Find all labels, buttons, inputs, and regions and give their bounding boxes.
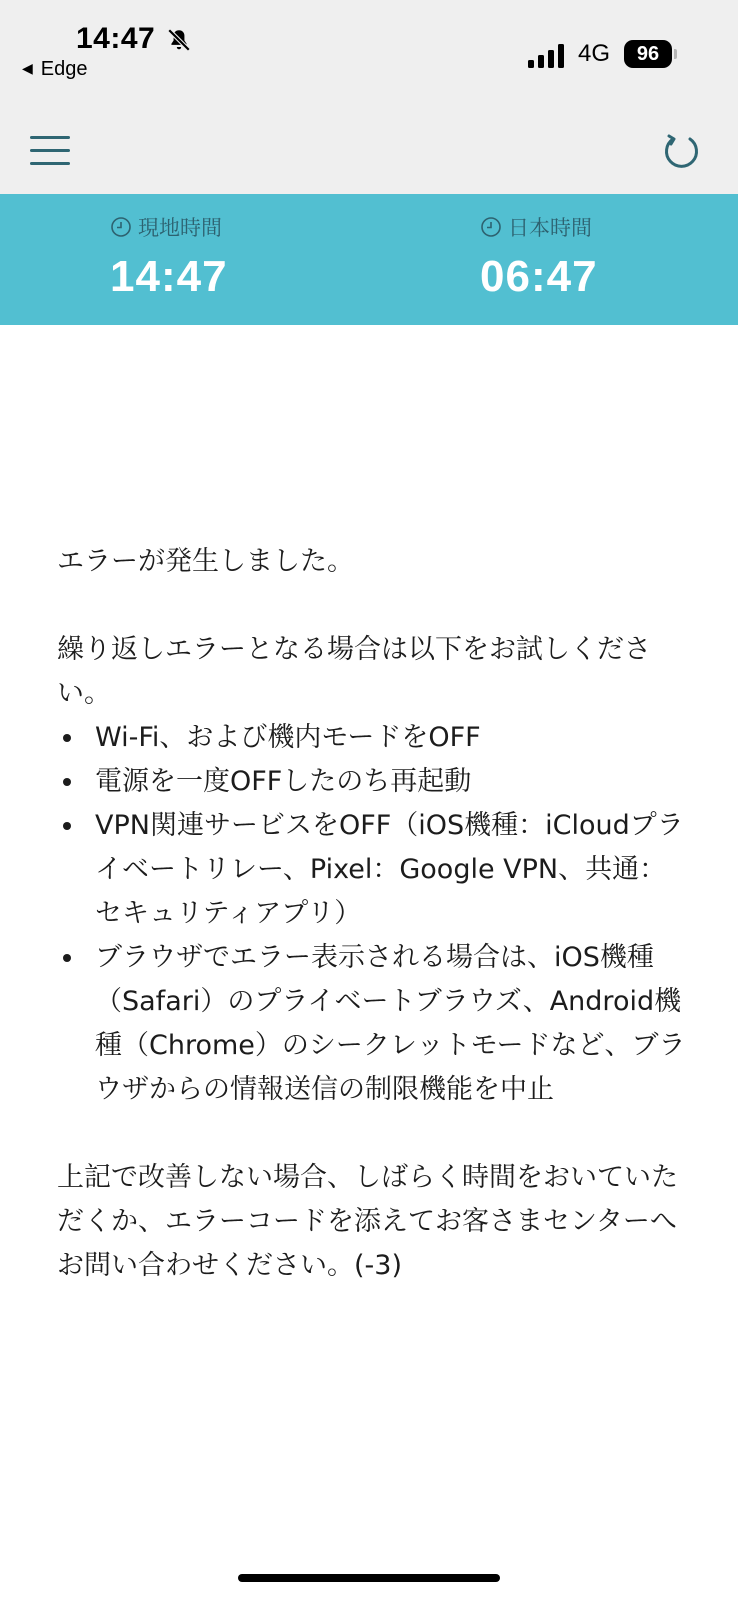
- local-time-label: 現地時間: [138, 216, 222, 240]
- back-to-app-link[interactable]: [22, 58, 88, 81]
- error-footer: 上記で改善しない場合、しばらく時間をおいていただくか、エラーコードを添えてお客さまセンターへお問い合わせください。(-3): [57, 1162, 678, 1281]
- clock-bar: [0, 194, 738, 325]
- list-item: VPN関連サービスをOFF（iOS機種：iCloudプライベートリレー、Pixel：Google VPN、共通：セキュリティアプリ）: [57, 804, 687, 936]
- troubleshooting-list: [57, 716, 687, 1112]
- clock-icon: [110, 216, 132, 238]
- error-title: エラーが発生しました。: [57, 546, 354, 577]
- status-bar: [0, 0, 738, 100]
- bell-slash-icon: [166, 27, 192, 53]
- status-time: 14:47: [76, 22, 156, 55]
- list-item: Wi-Fi、および機内モードをOFF: [57, 716, 687, 760]
- battery-indicator: 96: [624, 40, 672, 68]
- local-time-block: [110, 212, 228, 302]
- menu-icon[interactable]: [30, 136, 70, 166]
- error-message: [57, 540, 687, 1288]
- clock-icon: [480, 216, 502, 238]
- signal-icon: [528, 44, 568, 68]
- back-triangle-icon: ◀: [22, 60, 33, 76]
- battery-tip: [674, 49, 677, 59]
- network-type: 4G: [578, 40, 611, 67]
- japan-time-block: [480, 212, 598, 302]
- japan-time-value: 06:47: [480, 252, 598, 301]
- list-item: 電源を一度OFFしたのち再起動: [57, 760, 687, 804]
- local-time-header: [110, 212, 228, 242]
- nav-bar: [0, 100, 738, 194]
- refresh-icon[interactable]: [660, 130, 702, 172]
- japan-time-label: 日本時間: [508, 216, 592, 240]
- local-time-value: 14:47: [110, 252, 228, 301]
- list-item: ブラウザでエラー表示される場合は、iOS機種（Safari）のプライベートブラウズ、Android機種（Chrome）のシークレットモードなど、ブラウザからの情報送信の制限機能を中止: [57, 936, 687, 1112]
- back-app-label: Edge: [40, 58, 88, 80]
- error-intro: 繰り返しエラーとなる場合は以下をお試しください。: [57, 634, 651, 709]
- japan-time-header: [480, 212, 598, 242]
- home-indicator[interactable]: [238, 1574, 500, 1582]
